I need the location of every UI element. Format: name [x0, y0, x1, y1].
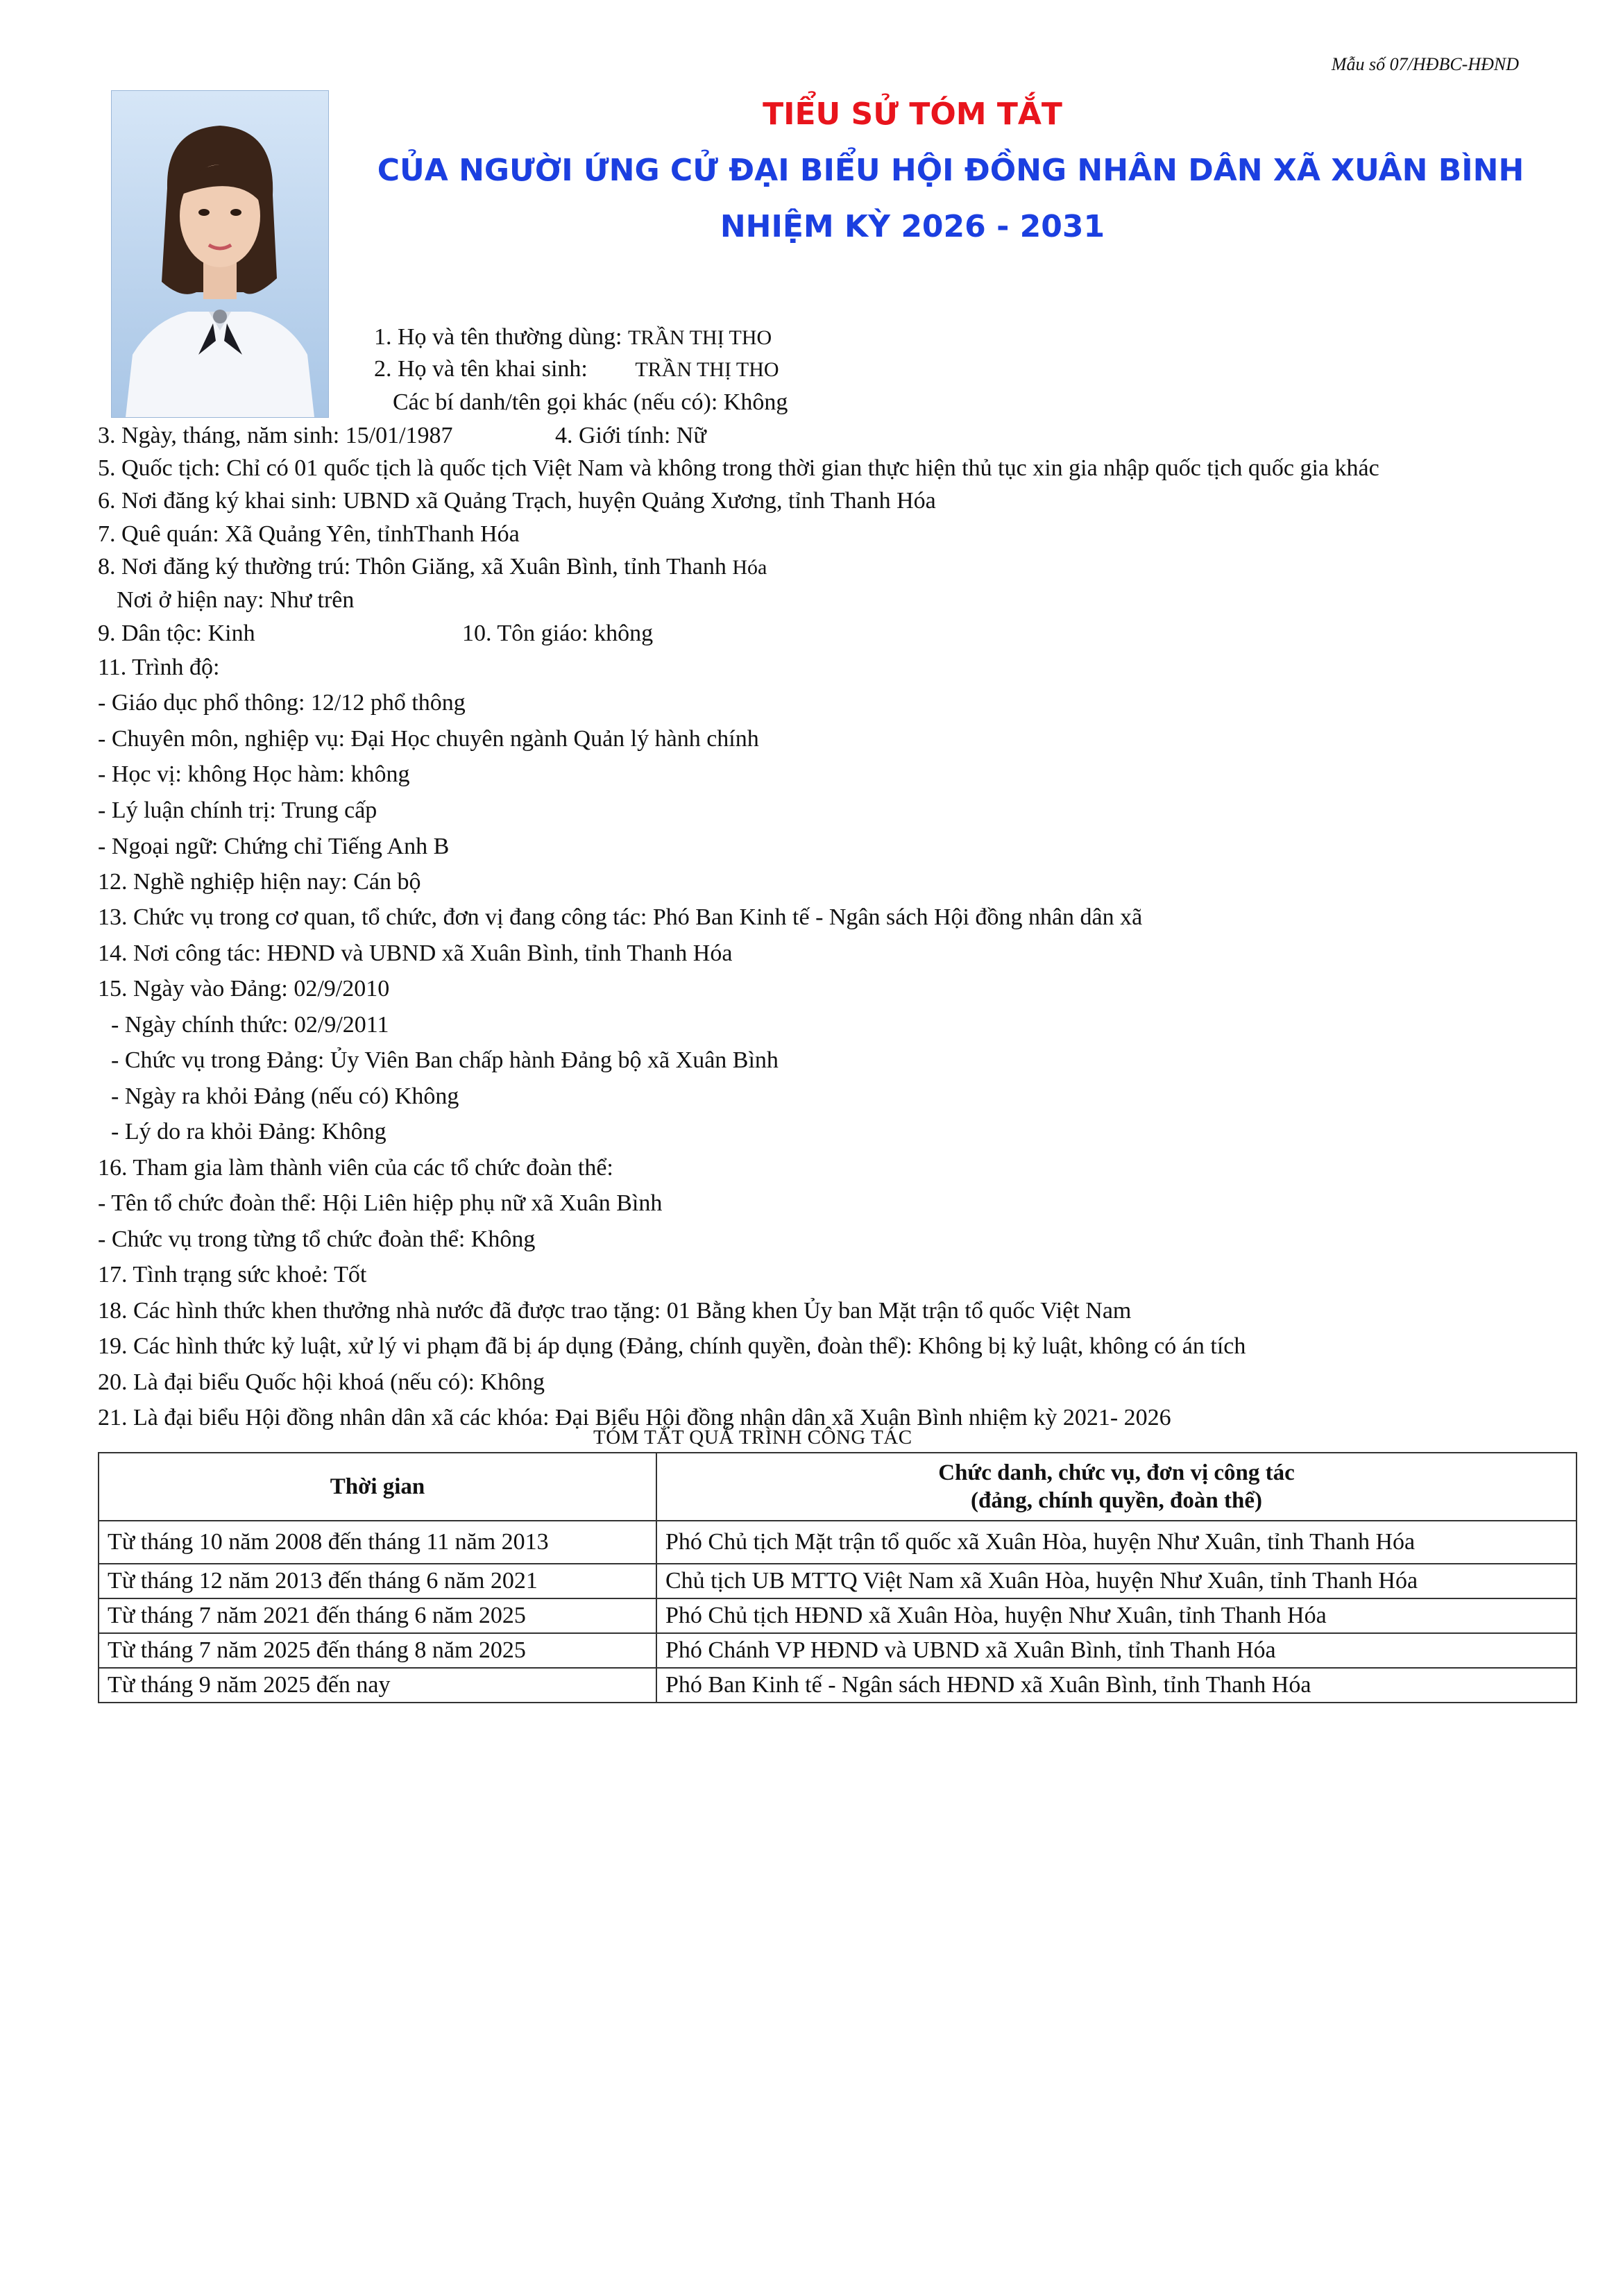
field-aliases: Các bí danh/tên gọi khác (nếu có): Không: [393, 389, 788, 415]
field-education: 11. Trình độ:: [98, 655, 220, 680]
field-nationality: 5. Quốc tịch: Chỉ có 01 quốc tịch là quốc tịch Việt Nam và không trong thời gian thực hiện thủ tục xin gia nhập quốc tịch quốc gia khác: [98, 455, 1379, 481]
field-party-leave-date: - Ngày ra khỏi Đảng (nếu có) Không: [111, 1083, 459, 1109]
header-role: [656, 1453, 1577, 1521]
field-position: 13. Chức vụ trong cơ quan, tổ chức, đơn vị đang công tác: Phó Ban Kinh tế - Ngân sách Hội đồng nhân dân xã: [98, 904, 1143, 930]
table-row: [99, 1633, 1577, 1668]
work-history-table: [98, 1452, 1577, 1703]
header-role-line-2: (đảng, chính quyền, đoàn thể): [971, 1488, 1262, 1513]
field-council-terms: 21. Là đại biểu Hội đồng nhân dân xã các khóa: Đại Biểu Hội đồng nhân dân xã Xuân Bình nhiệm kỳ 2021- 2026: [98, 1405, 1171, 1430]
field-discipline: 19. Các hình thức kỷ luật, xử lý vi phạm đã bị áp dụng (Đảng, chính quyền, đoàn thể): Không bị kỷ luật, không có án tích: [98, 1333, 1246, 1359]
field-gender: 4. Giới tính: Nữ: [555, 423, 706, 448]
table-row: [99, 1564, 1577, 1598]
field-birth-name: [374, 355, 779, 384]
field-occupation: 12. Nghề nghiệp hiện nay: Cán bộ: [98, 869, 421, 895]
field-ethnicity: 9. Dân tộc: Kinh: [98, 621, 255, 646]
field-health: 17. Tình trạng sức khoẻ: Tốt: [98, 1262, 367, 1288]
row-time: Từ tháng 7 năm 2021 đến tháng 6 năm 2025: [99, 1598, 656, 1633]
field-permanent-address: [98, 553, 767, 582]
field-value: TRẦN THỊ THO: [627, 326, 772, 349]
field-religion: 10. Tôn giáo: không: [462, 621, 654, 646]
row-time: Từ tháng 9 năm 2025 đến nay: [99, 1668, 656, 1703]
row-time: Từ tháng 7 năm 2025 đến tháng 8 năm 2025: [99, 1633, 656, 1668]
field-general-education: - Giáo dục phổ thông: 12/12 phổ thông: [98, 690, 466, 716]
field-workplace: 14. Nơi công tác: HĐND và UBND xã Xuân Bình, tỉnh Thanh Hóa: [98, 940, 733, 966]
form-number: Mẫu số 07/HĐBC-HĐND: [1331, 54, 1519, 74]
field-academic-degree: - Học vị: không Học hàm: không: [98, 761, 410, 787]
field-foreign-language: - Ngoại ngữ: Chứng chỉ Tiếng Anh B: [98, 834, 450, 859]
field-political-theory: - Lý luận chính trị: Trung cấp: [98, 797, 377, 823]
field-party-leave-reason: - Lý do ra khỏi Đảng: Không: [111, 1119, 386, 1145]
field-birthdate: 3. Ngày, tháng, năm sinh: 15/01/1987: [98, 423, 453, 448]
row-time: Từ tháng 10 năm 2008 đến tháng 11 năm 2013: [99, 1521, 656, 1564]
field-value: 8. Nơi đăng ký thường trú: Thôn Giăng, xã Xuân Bình, tỉnh Thanh: [98, 554, 726, 580]
document-title: [333, 87, 1568, 255]
row-role: Phó Ban Kinh tế - Ngân sách HĐND xã Xuân Bình, tỉnh Thanh Hóa: [656, 1668, 1577, 1703]
work-history-caption: TÓM TẮT QUÁ TRÌNH CÔNG TÁC: [593, 1426, 912, 1449]
field-value: TRẦN THỊ THO: [635, 358, 779, 381]
row-role: Phó Chủ tịch HĐND xã Xuân Hòa, huyện Như Xuân, tỉnh Thanh Hóa: [656, 1598, 1577, 1633]
field-current-residence: Nơi ở hiện nay: Như trên: [117, 587, 355, 613]
title-line-3: NHIỆM KỲ 2026 - 2031: [720, 209, 1105, 244]
title-line-1: TIỂU SỬ TÓM TẮT: [763, 96, 1062, 132]
field-organization-position: - Chức vụ trong từng tổ chức đoàn thể: Không: [98, 1226, 536, 1252]
field-organizations: 16. Tham gia làm thành viên của các tổ chức đoàn thể:: [98, 1155, 613, 1181]
field-value-tail: Hóa: [732, 556, 767, 579]
field-organization-name: - Tên tổ chức đoàn thể: Hội Liên hiệp phụ nữ xã Xuân Bình: [98, 1190, 663, 1216]
field-common-name: [374, 323, 772, 352]
row-time: Từ tháng 12 năm 2013 đến tháng 6 năm 2021: [99, 1564, 656, 1598]
header-time: Thời gian: [99, 1453, 656, 1521]
field-hometown: 7. Quê quán: Xã Quảng Yên, tỉnhThanh Hóa: [98, 521, 520, 547]
row-role: Phó Chánh VP HĐND và UBND xã Xuân Bình, tỉnh Thanh Hóa: [656, 1633, 1577, 1668]
field-label: 1. Họ và tên thường dùng:: [374, 324, 622, 350]
header-role-line-1: Chức danh, chức vụ, đơn vị công tác: [938, 1460, 1295, 1485]
table-row: [99, 1668, 1577, 1703]
field-birth-registration: 6. Nơi đăng ký khai sinh: UBND xã Quảng Trạch, huyện Quảng Xương, tỉnh Thanh Hóa: [98, 488, 936, 514]
table-header-row: [99, 1453, 1577, 1521]
field-awards: 18. Các hình thức khen thưởng nhà nước đã được trao tặng: 01 Bằng khen Ủy ban Mặt trận tổ quốc Việt Nam: [98, 1298, 1132, 1324]
table-row: [99, 1521, 1577, 1564]
row-role: Chủ tịch UB MTTQ Việt Nam xã Xuân Hòa, huyện Như Xuân, tỉnh Thanh Hóa: [656, 1564, 1577, 1598]
row-role: Phó Chủ tịch Mặt trận tổ quốc xã Xuân Hòa, huyện Như Xuân, tỉnh Thanh Hóa: [656, 1521, 1577, 1564]
field-specialization: - Chuyên môn, nghiệp vụ: Đại Học chuyên ngành Quản lý hành chính: [98, 726, 759, 752]
field-party-official-date: - Ngày chính thức: 02/9/2011: [111, 1012, 389, 1038]
field-party-join-date: 15. Ngày vào Đảng: 02/9/2010: [98, 976, 390, 1002]
field-label: 2. Họ và tên khai sinh:: [374, 356, 588, 382]
title-line-2: CỦA NGƯỜI ỨNG CỬ ĐẠI BIỂU HỘI ĐỒNG NHÂN DÂN XÃ XUÂN BÌNH: [377, 153, 1524, 188]
field-national-assembly: 20. Là đại biểu Quốc hội khoá (nếu có): Không: [98, 1369, 545, 1395]
table-row: [99, 1598, 1577, 1633]
field-party-position: - Chức vụ trong Đảng: Ủy Viên Ban chấp hành Đảng bộ xã Xuân Bình: [111, 1047, 779, 1073]
